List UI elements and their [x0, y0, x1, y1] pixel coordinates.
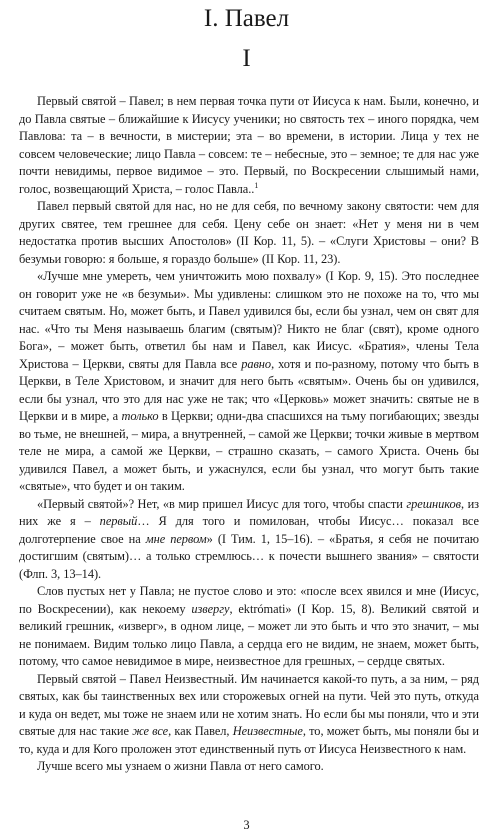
- italic-text: только: [121, 409, 159, 423]
- italic-text: равно: [241, 356, 272, 371]
- text-run: «Первый святой»? Нет, «в мир пришел Иисус для того, чтобы спасти: [37, 496, 407, 511]
- text-run: , ektrómati» (I Кор. 15, 8). Великий святой и великий грешник, «изверг», в одном лице, – может ли это быть и что это значит, – мы не понимаем. Видим только лицо Павла, а сердца его не видим, не знаем, может быть, потому, что самое невидимое в мире, неизвестное для грешных, – сердце святых.: [19, 601, 479, 668]
- italic-text: извергу: [191, 601, 230, 616]
- text-run: Слов пустых нет у Павла; не пустое слово и это: «после всех явился и мне (Иисус, по Воскресении), как некоему: [19, 584, 479, 616]
- text-run: Лучше всего мы узнаем о жизни Павла от него самого.: [37, 759, 324, 773]
- italic-text: мне первом: [145, 531, 207, 546]
- paragraph: [19, 758, 479, 776]
- page-number: 3: [243, 818, 250, 832]
- paragraph: [19, 583, 479, 671]
- paragraph: [19, 198, 479, 268]
- chapter-title: I. Павел: [203, 5, 290, 32]
- paragraph: [19, 268, 479, 496]
- italic-text: же все: [132, 724, 169, 738]
- italic-text: Неизвестные: [232, 724, 303, 738]
- text-run: … Я для того и помилован, чтобы Иисус… показал все долготерпение свое на: [19, 514, 479, 546]
- text-run: , то, может быть, мы поняли бы и то, куда и для Кого проложен этот единственный путь от Иисуса Неизвестного к нам.: [19, 724, 479, 756]
- text-run: Павел первый святой для нас, но не для себя, по вечному закону святости: чем для других святее, тем грешнее для себя. Цену себе он знает: «Нет у меня ни в чем недостатка против высших Апостолов» (II Кор. 11, 5). – «Слуги Христовы – они? В безумьи говорю: я больше, я гораздо больше» (II Кор. 11, 23).: [19, 199, 479, 266]
- section-number: I: [242, 45, 251, 72]
- paragraph: [19, 93, 479, 198]
- text-run: Первый святой – Павел; в нем первая точка пути от Иисуса к нам. Были, конечно, и до Павла святые – ближайшие к Иисусу ученики; но святость тех – иного порядка, чем Павлова: та – в вечности, в мистерии; эта – во времени, в истории. Лица у тех не совсем человеческие; лицо Павла – совсем: те – небесные, это – земное; те для нас уже почти невидимы, первое видимое – это. Первый, по Воскресении слышимый нами, голос, возвещающий Христа, – голос Павла..: [19, 94, 479, 196]
- italic-text: грешников: [406, 496, 462, 511]
- body-text: [19, 93, 479, 776]
- text-run: в Церкви; одни-два спасшихся на тьму погибающих; звезды во тьме, не внешней, – мира, а внутренней, – самой же Церкви; точки живые в мертвом теле не мира, а самой же Церкви, – страшно сказать, – самого Христа. Очень бы удивился Павел, а может быть, и ужаснулся, если бы узнал, что могут быть такие «святые», что будет и он таким.: [19, 409, 479, 493]
- italic-text: первый: [99, 514, 138, 528]
- paragraph: [19, 671, 479, 759]
- text-run: , хотя и по-разному, потому что быть в Церкви, в Теле Христовом, и значит для него быть «святым». Очень бы он удивился, если бы узнал, что это для нас уже не так; что «Церковь» может значить: святые не в Церкви и в мире, а: [19, 356, 479, 423]
- text-run: , как Павел,: [168, 724, 233, 738]
- paragraph: [19, 496, 479, 584]
- text-run: » (I Тим. 1, 15–16). – «Братья, я себя не почитаю достигшим (святым)… а только стремлюсь… к почести вышнего звания» – святости (Флп. 3, 13–14).: [19, 531, 480, 581]
- text-run: , из них же я –: [19, 496, 479, 528]
- text-run: Первый святой – Павел Неизвестный. Им начинается какой-то путь, а за ним, – ряд святых, как бы таинственных вех или сторожевых огней на пути. Чей это путь, откуда и куда он ведет, мы тоже не знаем или не хотим знать. Но если бы мы поняли, что и эти святые для нас такие: [19, 671, 479, 738]
- text-run: «Лучше мне умереть, чем уничтожить мою похвалу» (I Кор. 9, 15). Это последнее он говорит уже не «в безумьи». Мы удивлены: слишком это не похоже на то, что мы считаем святым. Но, может быть, и Павел удивился бы, если бы узнал, чем он свят для нас. «Что ты Меня называешь благим (святым)? Никто не благ (свят), кроме одного Бога», – может быть, ответил бы нам и Павел, как Иисус. «Братия», члены Тела Христова – Церкви, святы для Павла все: [19, 269, 479, 371]
- footnote-marker: 1: [254, 180, 259, 190]
